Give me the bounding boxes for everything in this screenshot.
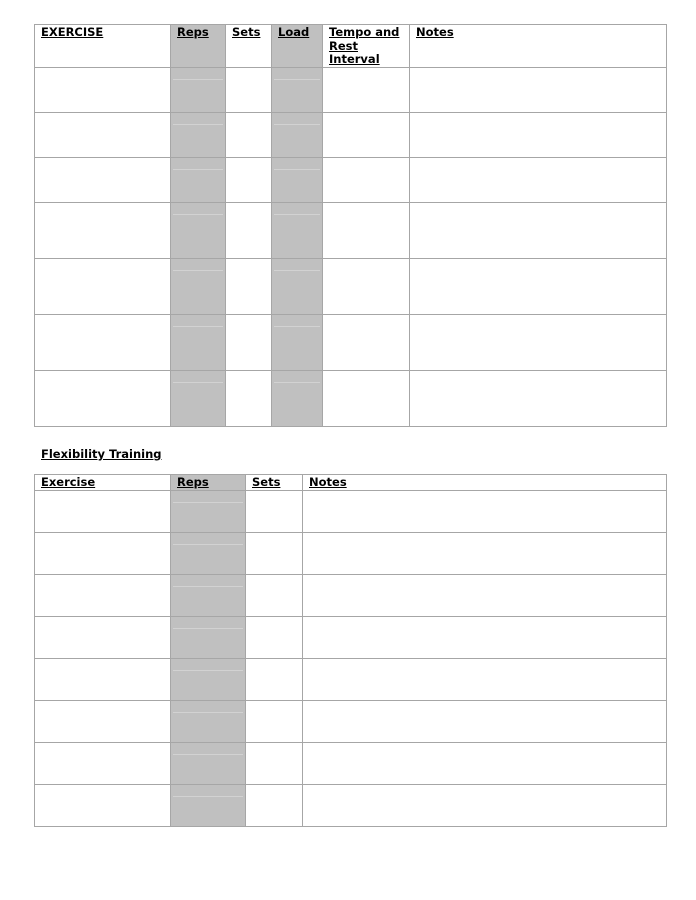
table-row — [35, 203, 667, 259]
exercise-cell[interactable] — [35, 158, 171, 203]
tempo-cell[interactable] — [323, 203, 410, 259]
exercise-cell[interactable] — [35, 785, 171, 827]
table-row — [35, 659, 667, 701]
header-exercise: EXERCISE — [35, 25, 171, 68]
flexibility-training-table — [34, 474, 667, 827]
table-row — [35, 575, 667, 617]
strength-training-table — [34, 24, 667, 427]
exercise-cell[interactable] — [35, 533, 171, 575]
sets-cell[interactable] — [226, 158, 272, 203]
exercise-cell[interactable] — [35, 259, 171, 315]
reps-cell[interactable] — [171, 785, 246, 827]
load-cell[interactable] — [272, 68, 323, 113]
notes-cell[interactable] — [303, 701, 667, 743]
header-reps: Reps — [171, 25, 226, 68]
notes-cell[interactable] — [410, 203, 667, 259]
notes-cell[interactable] — [303, 785, 667, 827]
exercise-cell[interactable] — [35, 113, 171, 158]
notes-cell[interactable] — [410, 259, 667, 315]
strength-header-row — [35, 25, 667, 68]
table-row — [35, 701, 667, 743]
tempo-cell[interactable] — [323, 371, 410, 427]
table-row — [35, 259, 667, 315]
sets-cell[interactable] — [226, 68, 272, 113]
table-row — [35, 371, 667, 427]
sets-cell[interactable] — [226, 113, 272, 158]
load-cell[interactable] — [272, 371, 323, 427]
flexibility-training-title: Flexibility Training — [41, 447, 162, 461]
sets-cell[interactable] — [226, 203, 272, 259]
exercise-cell[interactable] — [35, 315, 171, 371]
exercise-cell[interactable] — [35, 203, 171, 259]
exercise-cell[interactable] — [35, 617, 171, 659]
exercise-cell[interactable] — [35, 659, 171, 701]
sets-cell[interactable] — [246, 743, 303, 785]
load-cell[interactable] — [272, 203, 323, 259]
header-exercise: Exercise — [35, 475, 171, 491]
reps-cell[interactable] — [171, 575, 246, 617]
exercise-cell[interactable] — [35, 68, 171, 113]
notes-cell[interactable] — [303, 575, 667, 617]
reps-cell[interactable] — [171, 315, 226, 371]
load-cell[interactable] — [272, 113, 323, 158]
exercise-cell[interactable] — [35, 701, 171, 743]
header-notes: Notes — [410, 25, 667, 68]
table-row — [35, 315, 667, 371]
reps-cell[interactable] — [171, 659, 246, 701]
notes-cell[interactable] — [303, 491, 667, 533]
tempo-cell[interactable] — [323, 68, 410, 113]
header-notes: Notes — [303, 475, 667, 491]
reps-cell[interactable] — [171, 68, 226, 113]
tempo-cell[interactable] — [323, 315, 410, 371]
load-cell[interactable] — [272, 259, 323, 315]
sets-cell[interactable] — [246, 617, 303, 659]
sets-cell[interactable] — [246, 491, 303, 533]
notes-cell[interactable] — [303, 617, 667, 659]
reps-cell[interactable] — [171, 743, 246, 785]
flexibility-header-row — [35, 475, 667, 491]
table-row — [35, 617, 667, 659]
reps-cell[interactable] — [171, 203, 226, 259]
exercise-cell[interactable] — [35, 371, 171, 427]
header-reps: Reps — [171, 475, 246, 491]
table-row — [35, 533, 667, 575]
reps-cell[interactable] — [171, 491, 246, 533]
exercise-cell[interactable] — [35, 491, 171, 533]
sets-cell[interactable] — [246, 533, 303, 575]
table-row — [35, 743, 667, 785]
notes-cell[interactable] — [410, 158, 667, 203]
load-cell[interactable] — [272, 158, 323, 203]
table-row — [35, 785, 667, 827]
notes-cell[interactable] — [303, 659, 667, 701]
header-sets: Sets — [226, 25, 272, 68]
reps-cell[interactable] — [171, 617, 246, 659]
table-row — [35, 68, 667, 113]
reps-cell[interactable] — [171, 259, 226, 315]
sets-cell[interactable] — [226, 259, 272, 315]
tempo-cell[interactable] — [323, 259, 410, 315]
notes-cell[interactable] — [303, 743, 667, 785]
sets-cell[interactable] — [246, 659, 303, 701]
table-row — [35, 491, 667, 533]
notes-cell[interactable] — [410, 113, 667, 158]
notes-cell[interactable] — [303, 533, 667, 575]
notes-cell[interactable] — [410, 315, 667, 371]
reps-cell[interactable] — [171, 113, 226, 158]
exercise-cell[interactable] — [35, 743, 171, 785]
tempo-cell[interactable] — [323, 113, 410, 158]
load-cell[interactable] — [272, 315, 323, 371]
tempo-cell[interactable] — [323, 158, 410, 203]
sets-cell[interactable] — [226, 371, 272, 427]
notes-cell[interactable] — [410, 68, 667, 113]
sets-cell[interactable] — [246, 575, 303, 617]
reps-cell[interactable] — [171, 533, 246, 575]
exercise-cell[interactable] — [35, 575, 171, 617]
table-row — [35, 113, 667, 158]
notes-cell[interactable] — [410, 371, 667, 427]
sets-cell[interactable] — [226, 315, 272, 371]
header-sets: Sets — [246, 475, 303, 491]
header-tempo-rest-interval: Tempo and Rest Interval — [323, 25, 410, 68]
sets-cell[interactable] — [246, 701, 303, 743]
reps-cell[interactable] — [171, 701, 246, 743]
sets-cell[interactable] — [246, 785, 303, 827]
table-row — [35, 158, 667, 203]
header-load: Load — [272, 25, 323, 68]
reps-cell[interactable] — [171, 371, 226, 427]
reps-cell[interactable] — [171, 158, 226, 203]
